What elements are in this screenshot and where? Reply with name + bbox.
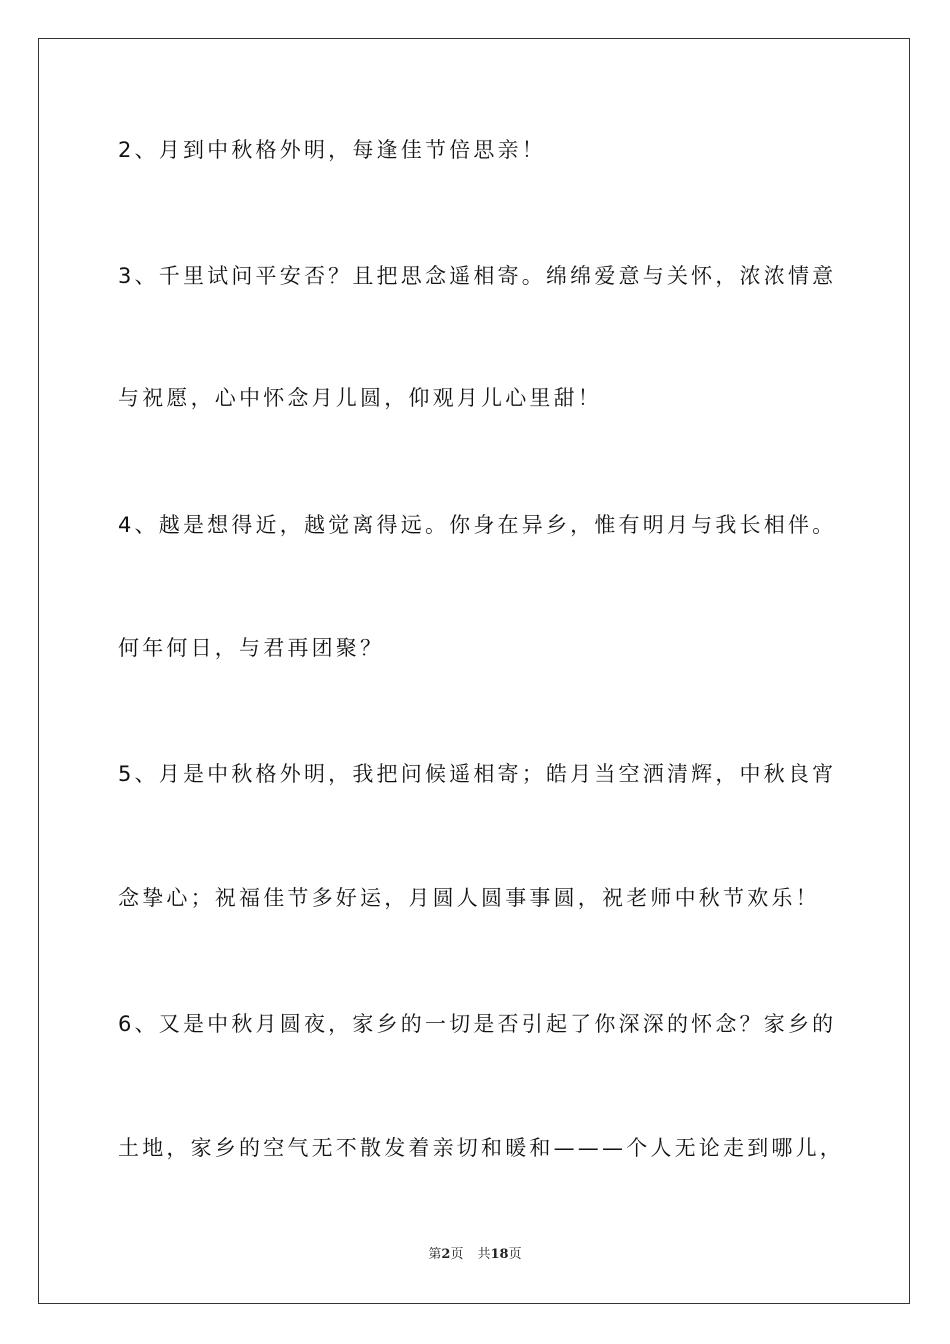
text-line-3: 与祝愿，心中怀念月儿圆，仰观月儿心里甜！ <box>118 386 602 410</box>
text-line-9: 土地，家乡的空气无不散发着亲切和暖和———个人无论走到哪儿， <box>118 1136 844 1160</box>
text-line-7: 念挚心；祝福佳节多好运，月圆人圆事事圆，祝老师中秋节欢乐！ <box>118 886 820 910</box>
text-line-5: 何年何日，与君再团聚？ <box>118 636 385 660</box>
page-number: 2 <box>441 1247 451 1262</box>
text-line-2: 3、千里试问平安否？且把思念遥相寄。绵绵爱意与关怀，浓浓情意 <box>118 264 837 288</box>
text-line-8: 6、又是中秋月圆夜，家乡的一切是否引起了你深深的怀念？家乡的 <box>118 1012 837 1036</box>
text-line-4: 4、越是想得近，越觉离得远。你身在异乡，惟有明月与我长相伴。 <box>118 513 837 537</box>
page-footer <box>0 1246 950 1264</box>
text-line-1: 2、月到中秋格外明，每逢佳节倍思亲！ <box>118 138 546 162</box>
total-pages: 18 <box>490 1247 509 1262</box>
total-suffix: 页 <box>508 1247 522 1262</box>
page-suffix: 页 <box>450 1247 464 1262</box>
text-line-6: 5、月是中秋格外明，我把问候遥相寄；皓月当空洒清辉，中秋良宵 <box>118 762 837 786</box>
page-prefix: 第 <box>428 1247 442 1262</box>
page-border <box>38 38 910 1304</box>
total-prefix: 共 <box>477 1247 491 1262</box>
